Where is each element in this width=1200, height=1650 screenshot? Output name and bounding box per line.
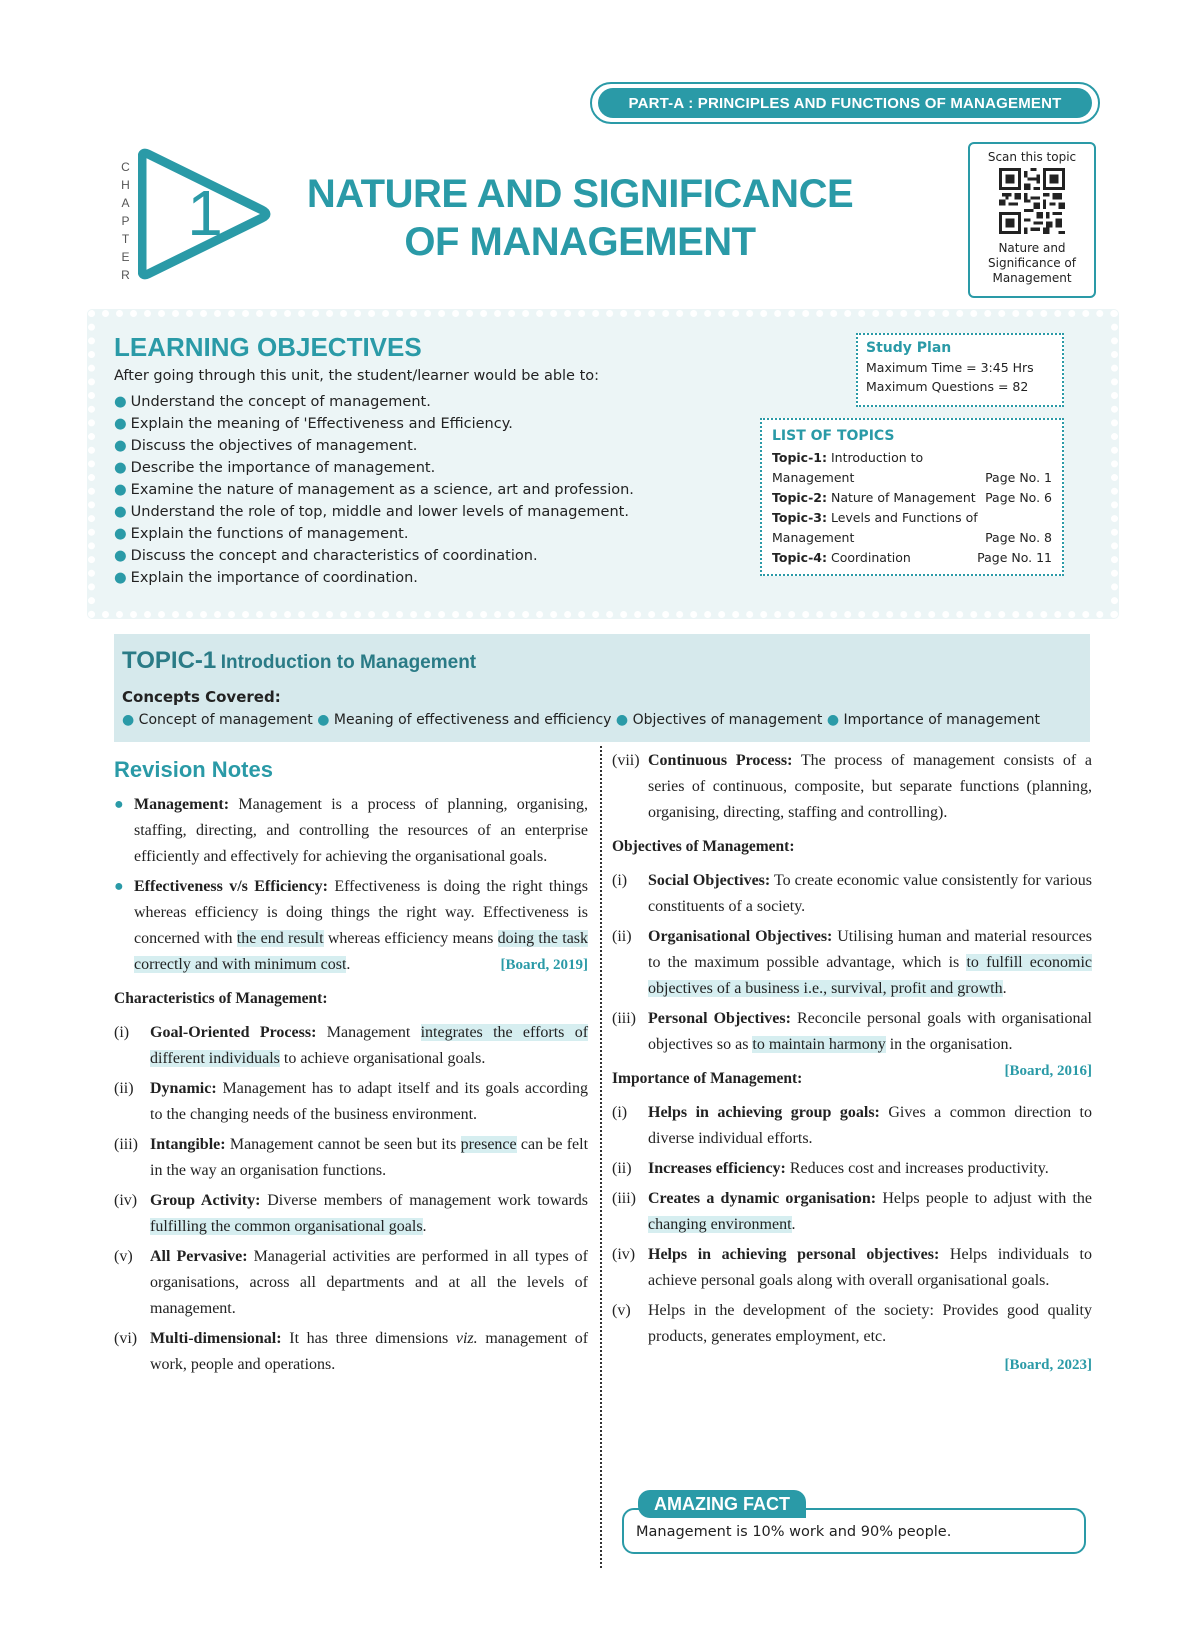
topic-label: Topic-4: xyxy=(772,550,827,565)
list-of-topics-box xyxy=(760,418,1064,576)
topic-name-cont: Management xyxy=(772,470,855,485)
char-item xyxy=(114,1020,588,1072)
definition: Helps individuals to achieve personal goals along with overall organisational goals. xyxy=(648,1246,1092,1289)
char-item xyxy=(114,1244,588,1322)
item-number: (vii) xyxy=(612,752,640,769)
item-number: (vi) xyxy=(114,1330,138,1347)
chapter-letter: P xyxy=(121,214,131,228)
study-plan-title: Study Plan xyxy=(866,340,952,356)
list-item xyxy=(114,545,634,567)
term: Dynamic: xyxy=(150,1080,217,1097)
definition: Managerial activities are performed in all types of organisations, across all departments and at all the levels of management. xyxy=(150,1248,589,1317)
item-number: (iv) xyxy=(114,1192,138,1209)
char-item xyxy=(114,1188,588,1240)
term: Personal Objectives: xyxy=(648,1010,791,1027)
bullet-icon: ● xyxy=(114,548,127,564)
list-of-topics-title: LIST OF TOPICS xyxy=(772,428,895,444)
topic-entry-4[interactable] xyxy=(772,548,1052,568)
note-effectiveness-efficiency xyxy=(114,874,588,978)
item-number: (iii) xyxy=(612,1010,636,1027)
bullet-icon: ● xyxy=(317,712,330,728)
highlight: changing environment xyxy=(648,1216,792,1233)
bullet-icon: ● xyxy=(114,416,127,432)
char-item xyxy=(114,1326,588,1378)
definition: Helps people to adjust with the xyxy=(882,1190,1093,1207)
topic-page: Page No. 6 xyxy=(985,490,1052,505)
definition: To create economic value consistently for various constituents of a society. xyxy=(648,872,1093,915)
board-tag: [Board, 2019] xyxy=(500,957,588,973)
learning-objectives-intro: After going through this unit, the student/learner would be able to: xyxy=(114,368,600,384)
item-number: (v) xyxy=(114,1248,133,1265)
topic-label: Topic-3: xyxy=(772,510,827,525)
chapter-letter: C xyxy=(121,160,131,174)
list-item-text: Understand the concept of management. xyxy=(130,394,431,410)
chapter-word xyxy=(118,158,134,284)
list-item xyxy=(114,435,634,457)
note-management xyxy=(114,792,588,870)
chapter-letter: H xyxy=(121,178,131,192)
board-tag: [Board, 2023] xyxy=(1004,1357,1092,1373)
amazing-fact-tab: AMAZING FACT xyxy=(638,1490,806,1518)
topic-label: Topic-2: xyxy=(772,490,827,505)
qr-caption-line1: Nature and xyxy=(998,241,1066,255)
topic-page: Page No. 1 xyxy=(985,470,1052,485)
bullet-icon: ● xyxy=(114,570,127,586)
definition: Reduces cost and increases productivity. xyxy=(789,1160,1049,1177)
highlight: to maintain harmony xyxy=(752,1036,886,1053)
term: Management: xyxy=(134,796,230,813)
highlight: the end result xyxy=(236,930,324,947)
term: Creates a dynamic organisation: xyxy=(648,1190,877,1207)
bullet-icon: ● xyxy=(114,482,127,498)
definition: Effectiveness is doing the right things whereas efficiency is doing things the right way. Effectiveness is concerned with xyxy=(134,878,589,947)
qr-caption-line2: Significance of xyxy=(988,256,1076,270)
term: Organisational Objectives: xyxy=(648,928,833,945)
column-divider xyxy=(600,746,602,1568)
definition: management of work, people and operations. xyxy=(150,1330,589,1373)
definition: Reconcile personal goals with organisational objectives so as xyxy=(648,1010,1093,1053)
item-number: (iii) xyxy=(612,1190,636,1207)
topic-page: Page No. 11 xyxy=(977,550,1052,565)
term: Multi-dimensional: xyxy=(150,1330,282,1347)
chapter-letter: E xyxy=(121,250,131,264)
bullet-icon: ● xyxy=(122,712,135,728)
chapter-title-line2: OF MANAGEMENT xyxy=(404,220,756,264)
term: Intangible: xyxy=(150,1136,226,1153)
list-item-text: Understand the role of top, middle and lower levels of management. xyxy=(130,504,629,520)
importance-item xyxy=(612,1186,1092,1238)
list-item-text: Describe the importance of management. xyxy=(130,460,436,476)
list-item xyxy=(114,413,634,435)
topic-prefix: TOPIC-1 xyxy=(122,647,217,674)
item-number: (i) xyxy=(114,1024,130,1041)
definition-italic: viz. xyxy=(455,1330,478,1347)
definition: Utilising human and material resources to the maximum possible advantage, which is xyxy=(648,928,1092,971)
term: Continuous Process: xyxy=(648,752,793,769)
item-number: (iii) xyxy=(114,1136,138,1153)
highlight: integrates the efforts of different individuals xyxy=(150,1024,589,1067)
definition: Gives a common direction to diverse individual efforts. xyxy=(648,1104,1093,1147)
concept-item: Objectives of management xyxy=(632,712,823,728)
term: Goal-Oriented Process: xyxy=(150,1024,317,1041)
bullet-icon: ● xyxy=(114,394,127,410)
chapter-letter: R xyxy=(121,268,131,282)
definition: Helps in the development of the society: xyxy=(648,1302,934,1319)
importance-item xyxy=(612,1156,1092,1182)
term: Social Objectives: xyxy=(648,872,771,889)
list-item xyxy=(114,457,634,479)
list-item xyxy=(114,479,634,501)
term: All Pervasive: xyxy=(150,1248,248,1265)
topic-title xyxy=(122,647,476,675)
highlight: to fulfill economic objectives of a business i.e., survival, profit and growth xyxy=(648,954,1092,997)
definition: . xyxy=(791,1216,796,1233)
item-number: (i) xyxy=(612,872,628,889)
item-number: (iv) xyxy=(612,1246,636,1263)
topic-label: Topic-1: xyxy=(772,450,827,465)
term: Group Activity: xyxy=(150,1192,261,1209)
topic-name: Coordination xyxy=(830,550,911,565)
board-tag: [Board, 2016] xyxy=(1004,1063,1092,1079)
list-item xyxy=(114,567,634,589)
highlight: fulfilling the common organisational goals xyxy=(150,1218,423,1235)
qr-caption xyxy=(970,241,1094,286)
definition: to achieve organisational goals. xyxy=(283,1050,486,1067)
topic-page: Page No. 8 xyxy=(985,530,1052,545)
list-item xyxy=(114,523,634,545)
topic-name: Introduction to xyxy=(830,450,924,465)
objectives-heading: Objectives of Management: xyxy=(612,838,795,855)
bullet-icon: ● xyxy=(615,712,629,728)
chapter-word-letters xyxy=(118,158,134,284)
objective-item xyxy=(612,868,1092,920)
list-item-text: Discuss the concept and characteristics of coordination. xyxy=(130,548,538,564)
chapter-letter: T xyxy=(121,232,131,246)
highlight: doing the task correctly and with minimum cost xyxy=(134,930,589,973)
qr-code-icon[interactable] xyxy=(999,168,1065,234)
topic-entry-1[interactable] xyxy=(772,448,1052,488)
bullet-icon: ● xyxy=(114,460,127,476)
item-number: (ii) xyxy=(612,1160,632,1177)
bullet-icon: ● xyxy=(114,878,124,895)
learning-objectives-list xyxy=(114,391,634,589)
objective-item xyxy=(612,924,1092,1002)
definition: Management xyxy=(326,1024,411,1041)
item-number: (i) xyxy=(612,1104,628,1121)
study-plan-box xyxy=(856,333,1064,407)
list-item-text: Explain the importance of coordination. xyxy=(130,570,418,586)
bullet-icon: ● xyxy=(114,504,127,520)
study-plan-max-questions: Maximum Questions = 82 xyxy=(866,379,1029,394)
concept-item: Importance of management xyxy=(843,712,1040,728)
study-plan-max-time: Maximum Time = 3:45 Hrs xyxy=(866,360,1034,375)
char-item xyxy=(612,748,1092,826)
qr-caption-line3: Management xyxy=(992,271,1072,285)
definition: Management is a process of planning, organising, staffing, directing, and controlling the resources of an enterprise efficiently and effectively for achieving the organisational goals. xyxy=(134,796,589,865)
amazing-fact-text: Management is 10% work and 90% people. xyxy=(636,1524,952,1540)
topic-name: Introduction to Management xyxy=(220,652,477,673)
term: Helps in achieving group goals: xyxy=(648,1104,880,1121)
bullet-icon: ● xyxy=(826,712,840,728)
definition: Diverse members of management work towards xyxy=(267,1192,589,1209)
definition: whereas efficiency means xyxy=(327,930,494,947)
topic-name-cont: Management xyxy=(772,530,855,545)
bullet-icon: ● xyxy=(114,796,124,813)
part-banner-label: PART-A : PRINCIPLES AND FUNCTIONS OF MANAGEMENT xyxy=(598,88,1092,118)
left-column xyxy=(114,752,588,1382)
term: Increases efficiency: xyxy=(648,1160,786,1177)
topic-name: Levels and Functions of xyxy=(830,510,978,525)
part-banner xyxy=(590,82,1100,124)
highlight: presence xyxy=(460,1136,517,1153)
item-number: (ii) xyxy=(114,1080,134,1097)
definition: . xyxy=(346,956,351,973)
item-number: (v) xyxy=(612,1302,631,1319)
concept-item: Meaning of effectiveness and efficiency xyxy=(333,712,612,728)
list-item-text: Discuss the objectives of management. xyxy=(130,438,418,454)
definition: Provides good quality products, generates employment, etc. xyxy=(648,1302,1093,1345)
definition: The process of management consists of a series of continuous, composite, but separate functions (planning, organising, directing, staffing and controlling). xyxy=(648,752,1093,821)
concept-item: Concept of management xyxy=(138,712,313,728)
definition: in the organisation. xyxy=(889,1036,1013,1053)
definition: . xyxy=(1002,980,1007,997)
revision-notes-title: Revision Notes xyxy=(114,757,273,782)
list-item xyxy=(114,391,634,413)
learning-objectives-title: LEARNING OBJECTIVES xyxy=(114,332,422,362)
topic-entry-2[interactable] xyxy=(772,488,1052,508)
chapter-title-line1: NATURE AND SIGNIFICANCE xyxy=(306,172,854,216)
qr-label: Scan this topic xyxy=(987,150,1077,164)
definition: Management has to adapt itself and its goals according to the changing needs of the business environment. xyxy=(150,1080,589,1123)
topic-entry-3[interactable] xyxy=(772,508,1052,548)
term: Helps in achieving personal objectives: xyxy=(648,1246,940,1263)
qr-box[interactable] xyxy=(968,142,1096,298)
char-item xyxy=(114,1076,588,1128)
list-item-text: Explain the functions of management. xyxy=(130,526,409,542)
importance-item xyxy=(612,1242,1092,1294)
topic-name: Nature of Management xyxy=(830,490,976,505)
importance-item xyxy=(612,1298,1092,1350)
concepts-covered-list xyxy=(122,712,1040,728)
chapter-number: 1 xyxy=(187,177,223,249)
char-item xyxy=(114,1132,588,1184)
right-column xyxy=(612,748,1092,1378)
chapter-letter: A xyxy=(121,196,131,210)
importance-item xyxy=(612,1100,1092,1152)
importance-heading: Importance of Management: xyxy=(612,1070,803,1087)
list-item-text: Examine the nature of management as a science, art and profession. xyxy=(130,482,634,498)
list-item-text: Explain the meaning of 'Effectiveness and Efficiency. xyxy=(130,416,513,432)
definition: . xyxy=(422,1218,427,1235)
chapter-title xyxy=(300,170,860,266)
definition: can be felt in the way an organisation functions. xyxy=(150,1136,589,1179)
term: Effectiveness v/s Efficiency: xyxy=(134,878,328,895)
concepts-covered-label: Concepts Covered: xyxy=(122,688,281,706)
bullet-icon: ● xyxy=(114,526,127,542)
definition: Management cannot be seen but its xyxy=(229,1136,457,1153)
list-item xyxy=(114,501,634,523)
characteristics-heading: Characteristics of Management: xyxy=(114,990,328,1007)
definition: It has three dimensions xyxy=(289,1330,449,1347)
item-number: (ii) xyxy=(612,928,632,945)
bullet-icon: ● xyxy=(114,438,127,454)
